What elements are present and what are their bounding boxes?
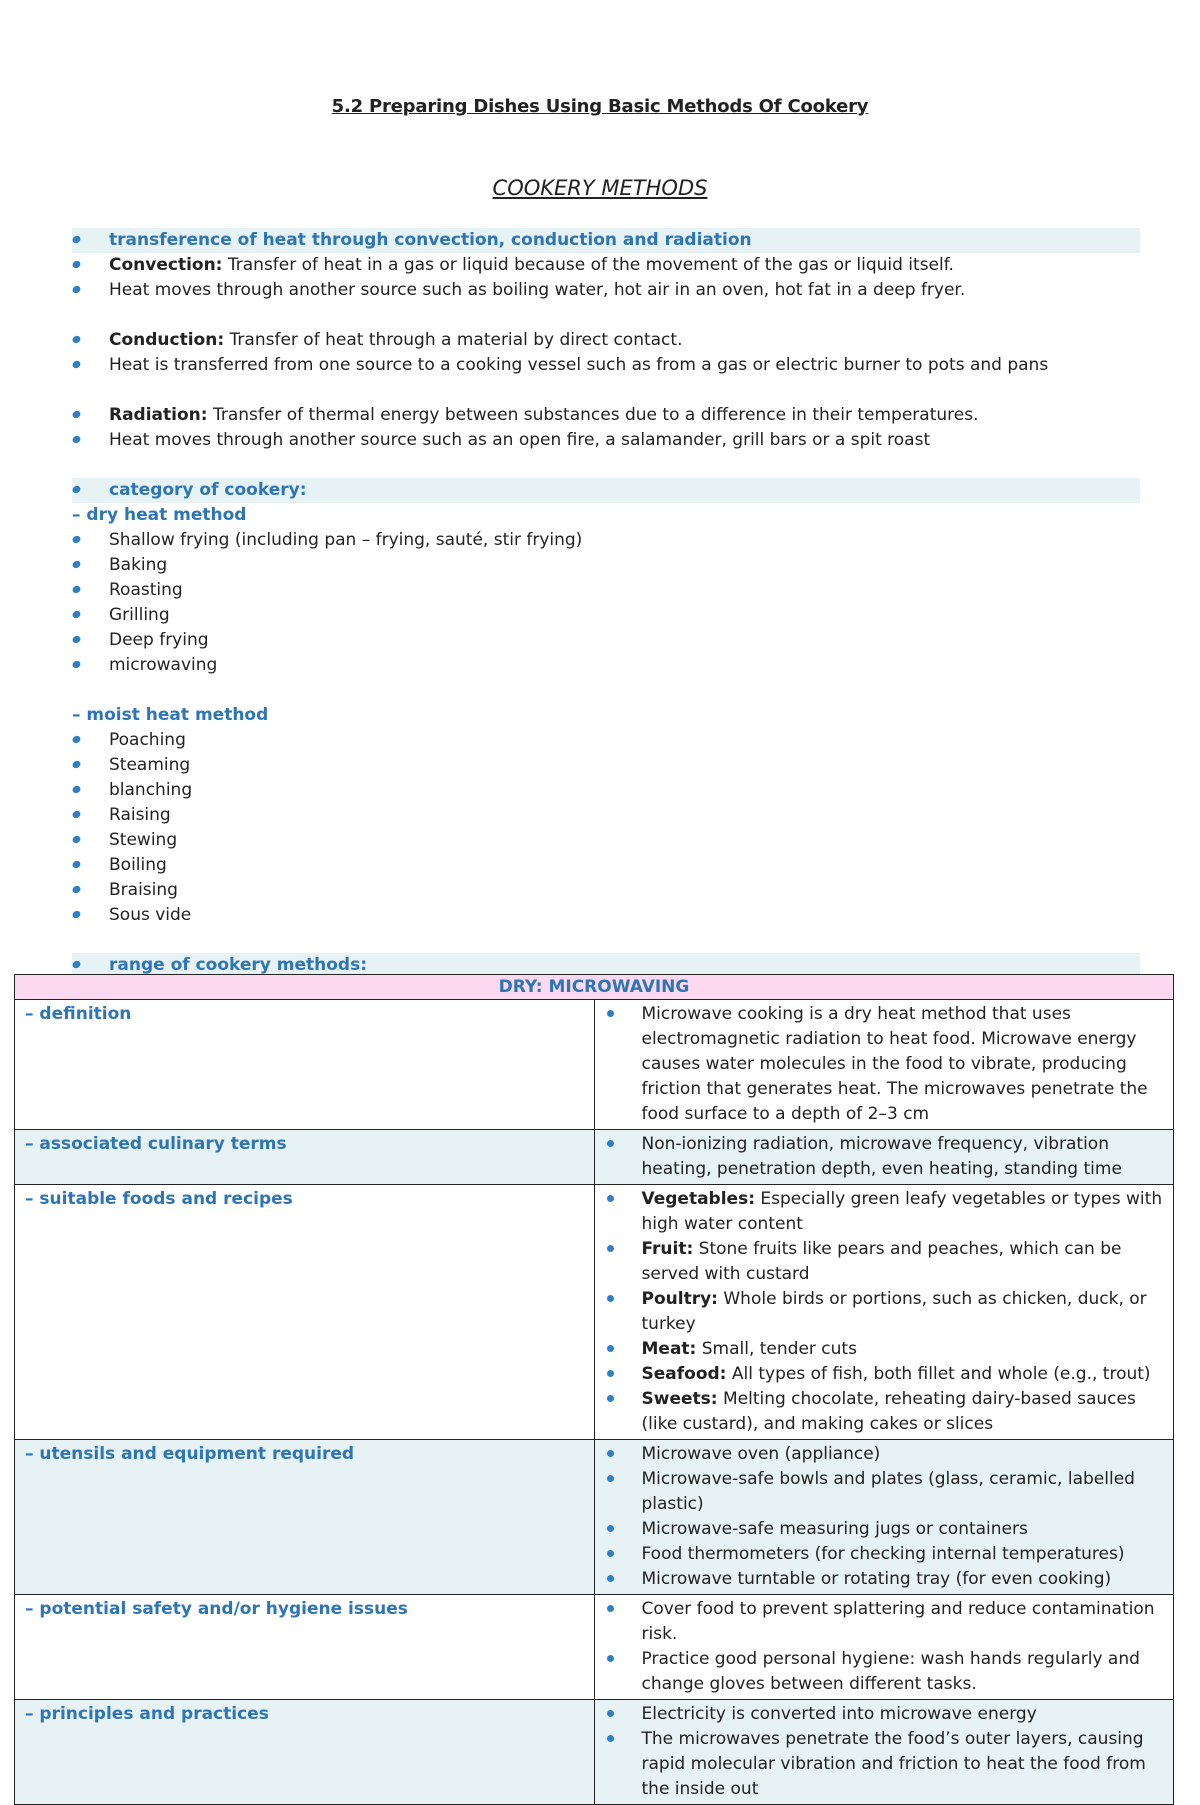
row-content <box>594 1185 1174 1440</box>
radiation-definition: Transfer of thermal energy between substances due to a difference in their temperatures. <box>207 405 979 425</box>
microwaving-table <box>14 974 1174 1805</box>
row-content <box>594 1000 1174 1130</box>
food-term: Sweets: <box>641 1389 718 1409</box>
list-item <box>605 1362 1166 1387</box>
convection-example-text: Heat moves through another source such as boiling water, hot air in an oven, hot fat in a deep fryer. <box>109 280 966 300</box>
list-item: Non-ionizing radiation, microwave frequency, vibration heating, penetration depth, even heating, standing time <box>605 1132 1166 1182</box>
convection-definition: Transfer of heat in a gas or liquid because of the movement of the gas or liquid itself. <box>222 255 954 275</box>
food-description: Stone fruits like pears and peaches, which can be served with custard <box>641 1239 1122 1284</box>
table-row <box>15 1185 1174 1440</box>
table-row <box>15 1700 1174 1805</box>
range-heading-text: range of cookery methods: <box>109 955 368 975</box>
dry-item: Roasting <box>72 578 1140 603</box>
list-item: Microwave-safe bowls and plates (glass, ceramic, labelled plastic) <box>605 1467 1166 1517</box>
row-label: – associated culinary terms <box>15 1130 595 1185</box>
list-item: Microwave cooking is a dry heat method that uses electromagnetic radiation to heat food. Microwave energy causes water molecules in the food to vibrate, producing friction that generates heat. The microwaves penetrate the food surface to a depth of 2–3 cm <box>605 1002 1166 1127</box>
list-item <box>605 1237 1166 1287</box>
spacer <box>72 303 1140 328</box>
list-item: The microwaves penetrate the food’s outer layers, causing rapid molecular vibration and friction to heat the food from the inside out <box>605 1727 1166 1802</box>
moist-heat-heading: – moist heat method <box>72 705 269 725</box>
conduction-definition: Transfer of heat through a material by direct contact. <box>224 330 683 350</box>
moist-item: Poaching <box>72 728 1140 753</box>
moist-item: Braising <box>72 878 1140 903</box>
row-label: – definition <box>15 1000 595 1130</box>
list-item: Microwave oven (appliance) <box>605 1442 1166 1467</box>
spacer <box>72 928 1140 953</box>
cookery-methods-title: COOKERY METHODS <box>492 176 708 200</box>
dry-item: microwaving <box>72 653 1140 678</box>
category-heading <box>72 478 1140 503</box>
radiation-example-text: Heat moves through another source such as an open fire, a salamander, grill bars or a spit roast <box>109 430 931 450</box>
list-item: Cover food to prevent splattering and reduce contamination risk. <box>605 1597 1166 1647</box>
spacer <box>72 453 1140 478</box>
dry-item: Shallow frying (including pan – frying, sauté, stir frying) <box>72 528 1140 553</box>
row-content <box>594 1130 1174 1185</box>
heat-transfer-heading <box>72 228 1140 253</box>
dry-item: Deep frying <box>72 628 1140 653</box>
food-description: Melting chocolate, reheating dairy-based sauces (like custard), and making cakes or slices <box>641 1389 1136 1434</box>
list-item <box>605 1337 1166 1362</box>
list-item <box>605 1387 1166 1437</box>
cookery-methods-body <box>72 228 1140 978</box>
moist-item: blanching <box>72 778 1140 803</box>
radiation-item <box>72 403 1140 428</box>
list-item <box>605 1287 1166 1337</box>
conduction-term: Conduction: <box>109 330 225 350</box>
list-item: Microwave turntable or rotating tray (for even cooking) <box>605 1567 1166 1592</box>
row-content <box>594 1700 1174 1805</box>
convection-item <box>72 253 1140 278</box>
row-content <box>594 1440 1174 1595</box>
conduction-example <box>72 353 1140 378</box>
list-item <box>605 1187 1166 1237</box>
food-term: Meat: <box>641 1339 697 1359</box>
row-label: – potential safety and/or hygiene issues <box>15 1595 595 1700</box>
food-term: Poultry: <box>641 1289 718 1309</box>
food-description: All types of fish, both fillet and whole (e.g., trout) <box>726 1364 1151 1384</box>
section-heading: 5.2 Preparing Dishes Using Basic Methods Of Cookery <box>331 96 869 117</box>
table-row <box>15 1440 1174 1595</box>
moist-item: Sous vide <box>72 903 1140 928</box>
table-row <box>15 1595 1174 1700</box>
list-item: Food thermometers (for checking internal temperatures) <box>605 1542 1166 1567</box>
convection-example <box>72 278 1140 303</box>
row-label: – utensils and equipment required <box>15 1440 595 1595</box>
convection-term: Convection: <box>109 255 223 275</box>
food-description: Small, tender cuts <box>696 1339 857 1359</box>
food-term: Vegetables: <box>641 1189 755 1209</box>
food-description: Especially green leafy vegetables or types with high water content <box>641 1189 1163 1234</box>
list-item: Microwave-safe measuring jugs or containers <box>605 1517 1166 1542</box>
moist-item: Raising <box>72 803 1140 828</box>
category-heading-text: category of cookery: <box>109 480 307 500</box>
list-item: Electricity is converted into microwave energy <box>605 1702 1166 1727</box>
moist-item: Steaming <box>72 753 1140 778</box>
spacer <box>72 378 1140 403</box>
table-title-row <box>15 975 1174 1000</box>
moist-item: Boiling <box>72 853 1140 878</box>
food-term: Seafood: <box>641 1364 727 1384</box>
spacer <box>72 678 1140 703</box>
list-item: Practice good personal hygiene: wash hands regularly and change gloves between different tasks. <box>605 1647 1166 1697</box>
table-row <box>15 1130 1174 1185</box>
table-row <box>15 1000 1174 1130</box>
heat-transfer-heading-text: transference of heat through convection, conduction and radiation <box>109 230 752 250</box>
conduction-example-text: Heat is transferred from one source to a cooking vessel such as from a gas or electric burner to pots and pans <box>109 355 1049 375</box>
radiation-example <box>72 428 1140 453</box>
row-content <box>594 1595 1174 1700</box>
dry-item: Grilling <box>72 603 1140 628</box>
moist-item: Stewing <box>72 828 1140 853</box>
table-title: DRY: MICROWAVING <box>15 975 1174 1000</box>
row-label: – suitable foods and recipes <box>15 1185 595 1440</box>
dry-heat-heading: – dry heat method <box>72 505 247 525</box>
radiation-term: Radiation: <box>109 405 208 425</box>
food-term: Fruit: <box>641 1239 694 1259</box>
row-label: – principles and practices <box>15 1700 595 1805</box>
conduction-item <box>72 328 1140 353</box>
food-description: Whole birds or portions, such as chicken, duck, or turkey <box>641 1289 1147 1334</box>
dry-item: Baking <box>72 553 1140 578</box>
